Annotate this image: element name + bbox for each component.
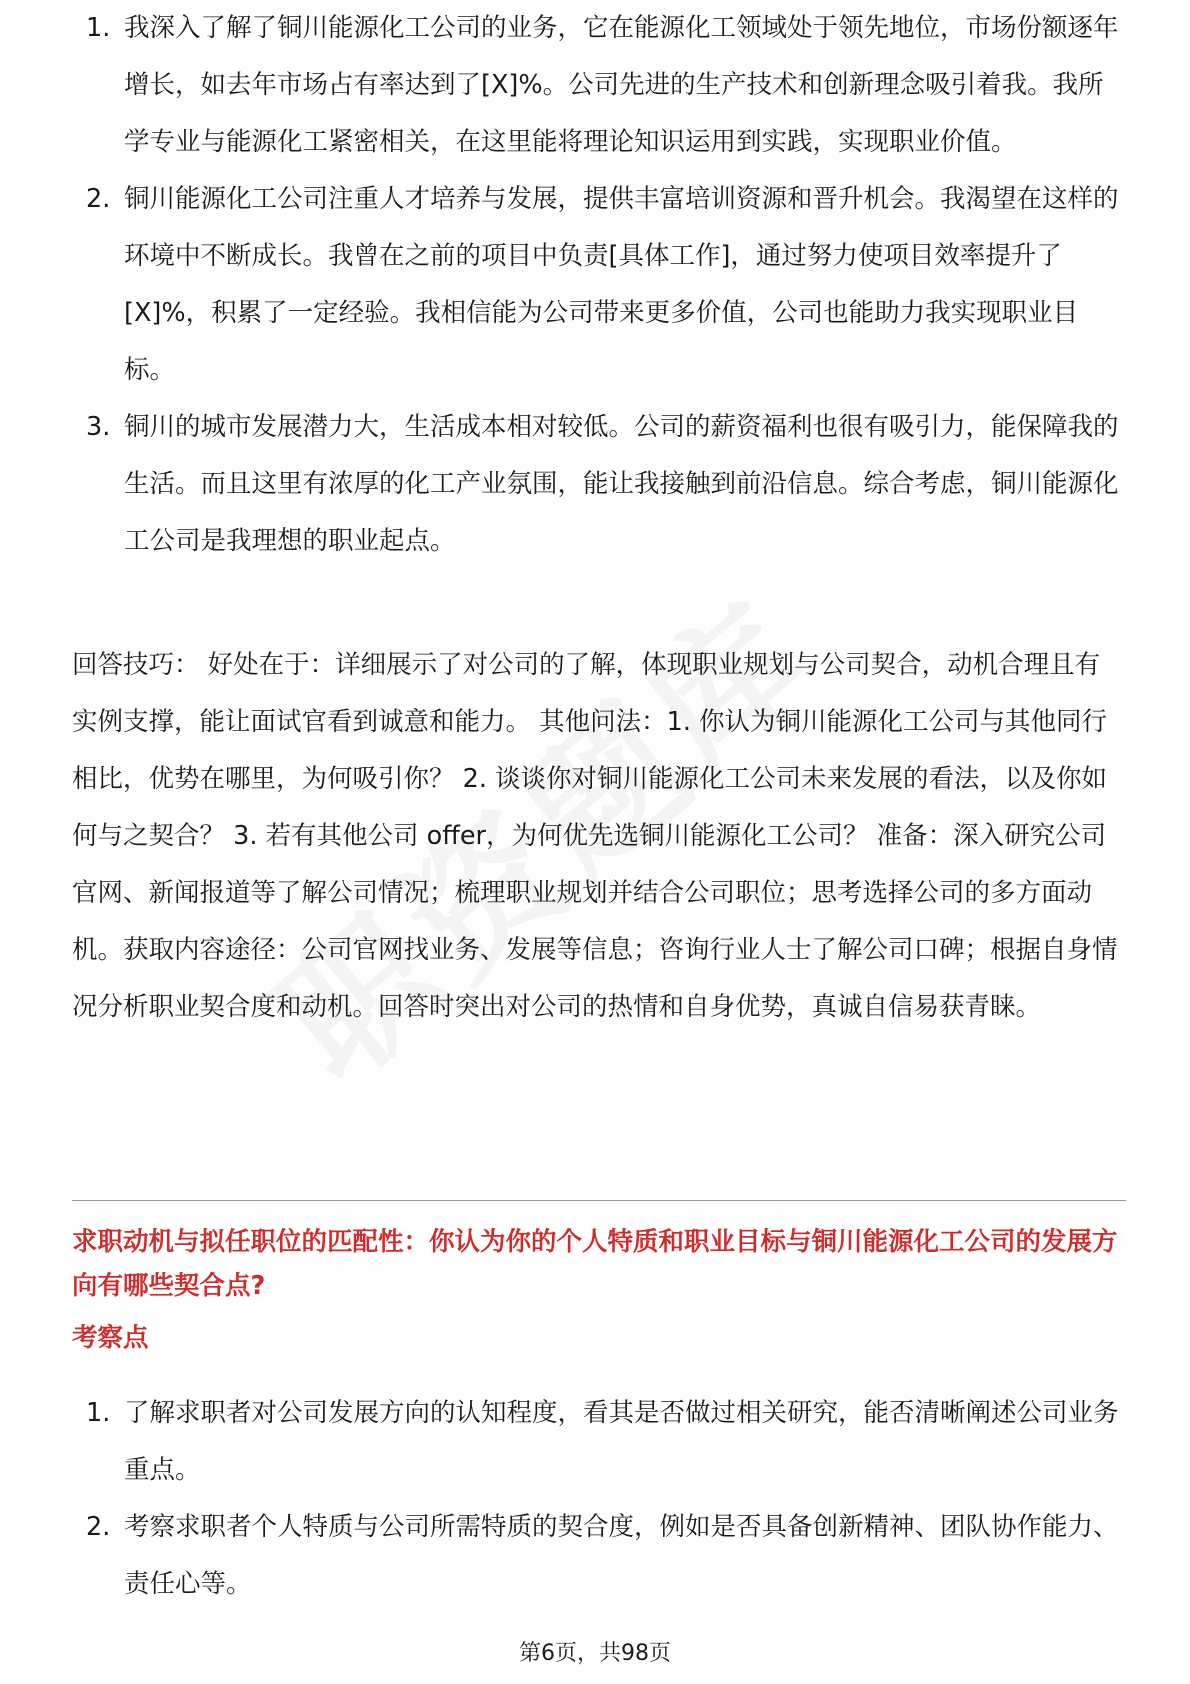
list-item-text: 铜川能源化工公司注重人才培养与发展，提供丰富培训资源和晋升机会。我渴望在这样的环境中不断成长。我曾在之前的项目中负责[具体工作]，通过努力使项目效率提升了[X]%，积累了一定经验。我相信能为公司带来更多价值，公司也能助力我实现职业目标。 [124,184,1119,385]
assessment-points-list [82,1385,1122,1613]
section-label-assessment: 考察点 [72,1323,149,1353]
list-item-text: 了解求职者对公司发展方向的认知程度，看其是否做过相关研究，能否清晰阐述公司业务重点。 [124,1398,1119,1485]
list-item [82,399,1122,570]
list-item-number: 1. [86,13,111,43]
page-number-footer: 第6页，共98页 [519,1641,671,1666]
list-item-text: 我深入了解了铜川能源化工公司的业务，它在能源化工领域处于领先地位，市场份额逐年增长，如去年市场占有率达到了[X]%。公司先进的生产技术和创新理念吸引着我。我所学专业与能源化工紧密相关，在这里能将理论知识运用到实践，实现职业价值。 [124,13,1119,157]
answer-tips-paragraph: 回答技巧： 好处在于：详细展示了对公司的了解，体现职业规划与公司契合，动机合理且有实例支撑，能让面试官看到诚意和能力。 其他问法：1. 你认为铜川能源化工公司与其他同行相比，优势在哪里，为何吸引你？ 2. 谈谈你对铜川能源化工公司未来发展的看法，以及你如何与之契合？ 3. 若有其他公司 offer，为何优先选铜川能源化工公司？ 准备：深入研究公司官网、新闻报道等了解公司情况；梳理职业规划并结合公司职位；思考选择公司的多方面动机。获取内容途径：公司官网找业务、发展等信息；咨询行业人士了解公司口碑；根据自身情况分析职业契合度和动机。回答时突出对公司的热情和自身优势，真诚自信易获青睐。 [72,650,1118,1022]
list-item-number: 3. [86,412,111,442]
list-item [82,1499,1122,1613]
list-item-text: 考察求职者个人特质与公司所需特质的契合度，例如是否具备创新精神、团队协作能力、责任心等。 [124,1512,1119,1599]
list-item [82,1385,1122,1499]
list-item [82,171,1122,399]
list-item-text: 铜川的城市发展潜力大，生活成本相对较低。公司的薪资福利也很有吸引力，能保障我的生活。而且这里有浓厚的化工产业氛围，能让我接触到前沿信息。综合考虑，铜川能源化工公司是我理想的职业起点。 [124,412,1119,556]
list-item-number: 1. [86,1398,111,1428]
list-item-number: 2. [86,184,111,214]
list-item-number: 2. [86,1512,111,1542]
reasons-list [82,13,1122,570]
question-heading: 求职动机与拟任职位的匹配性：你认为你的个人特质和职业目标与铜川能源化工公司的发展方向有哪些契合点? [72,1227,1118,1301]
section-divider [72,1200,1126,1201]
list-item [82,0,1122,171]
